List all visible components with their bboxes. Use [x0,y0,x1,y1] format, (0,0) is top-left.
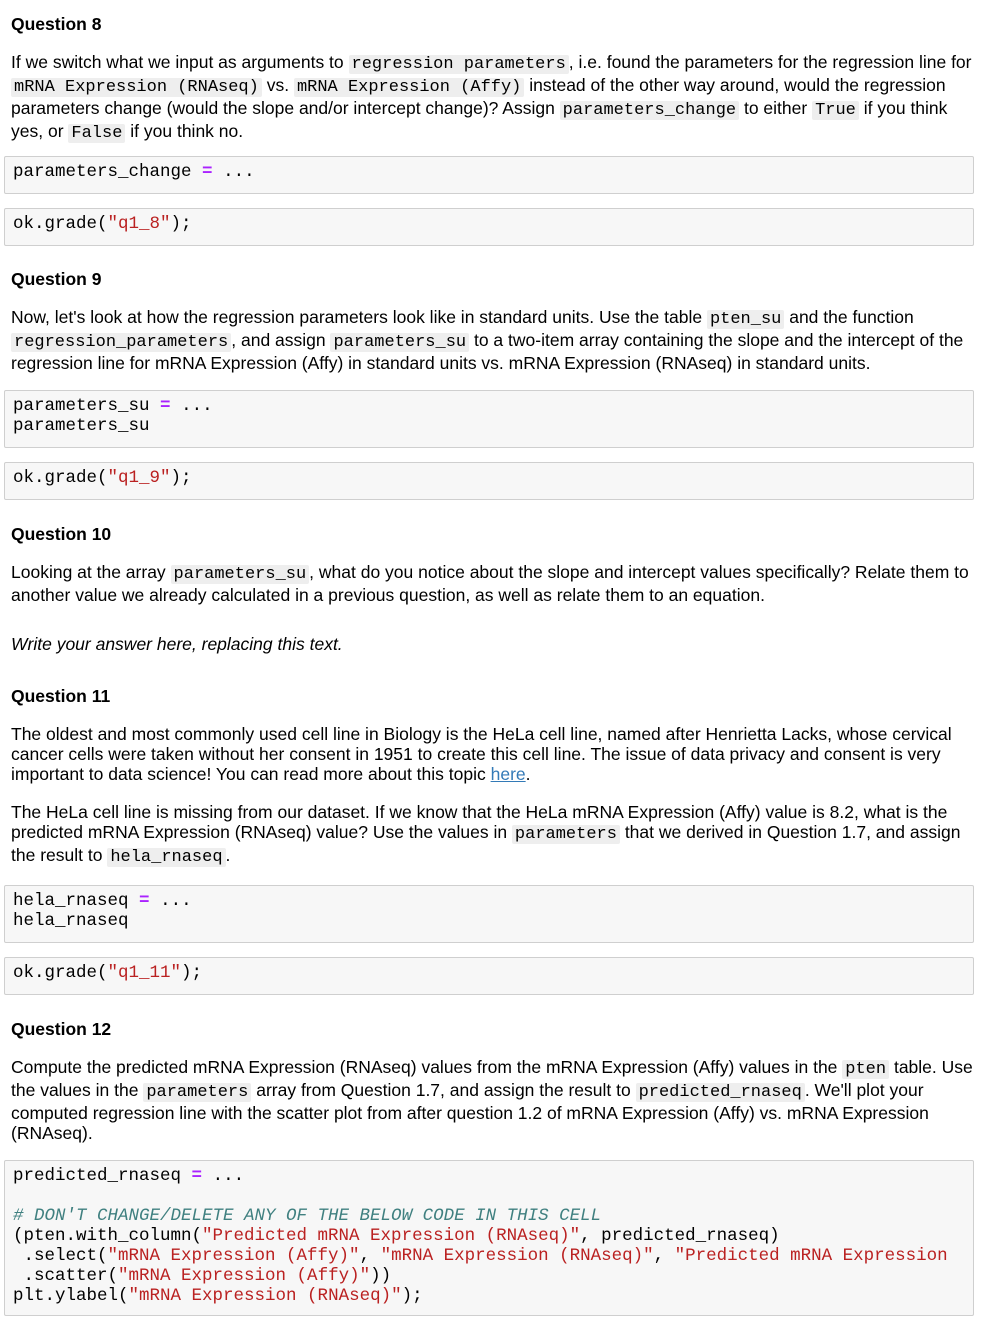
grade-cell-q8[interactable]: ok.grade("q1_8"); [4,208,974,246]
question-8-heading: Question 8 [11,14,102,34]
question-12-heading: Question 12 [11,1019,112,1039]
code-cell-q8[interactable]: parameters_change = ... [4,156,974,194]
question-9-text: Now, let's look at how the regression parameters look like in standard units. Use the table pten_su and the function regression_parameters , and assign parameters_su to a two-item array containing the slope and the intercept of the regression line for mRNA Expression (Affy) in standard units vs. mRNA Expression (RNAseq) in standard units. [11,307,964,373]
question-9-heading: Question 9 [11,269,102,289]
grade-cell-q11[interactable]: ok.grade("q1_11"); [4,957,974,995]
question-11-paragraph-1: The oldest and most commonly used cell line in Biology is the HeLa cell line, named after Henrietta Lacks, whose cervical cancer cells were taken without her consent in 1951 to create this cell line. The issue of data privacy and consent is very important to data science! You can read more about this topic here. [11,724,952,784]
here-link[interactable]: here [490,764,526,784]
question-8-text: If we switch what we input as arguments to regression parameters , i.e. found the parameters for the regression line for mRNA Expression (RNAseq) vs. mRNA Expression (Affy) instead of the other way around, would the regression parameters change (would the slope and/or intercept change)? Assign parameters_change to either True if you think yes, or False if you think no. [11,52,972,143]
code-cell-q12[interactable]: predicted_rnaseq = ... # DON'T CHANGE/DELETE ANY OF THE BELOW CODE IN THIS CELL (pten.with_column("Predicted mRNA Expression (RNAseq)", predicted_rnaseq) .select("mRNA Expression (Affy)", "mRNA Expression (RNAseq)", "Predicted mRNA Expression .scatter("mRNA Expression (Affy)")) plt.ylabel("mRNA Expression (RNAseq)"); [4,1160,974,1316]
grade-cell-q9[interactable]: ok.grade("q1_9"); [4,462,974,500]
code-cell-q11[interactable]: hela_rnaseq = ... hela_rnaseq [4,885,974,943]
question-10-text: Looking at the array parameters_su , what do you notice about the slope and intercept values specifically? Relate them to another value we already calculated in a previous question, as well as relate them to an equation. [11,562,969,605]
question-12-text: Compute the predicted mRNA Expression (RNAseq) values from the mRNA Expression (Affy) values in the pten table. Use the values in the parameters array from Question 1.7, and assign the result to predicted_rnaseq . We'll plot your computed regression line with the scatter plot from after question 1.2 of mRNA Expression (Affy) vs. mRNA Expression (RNAseq). [11,1057,973,1143]
question-10-heading: Question 10 [11,524,112,544]
question-11-heading: Question 11 [11,686,111,706]
question-10-answer[interactable]: Write your answer here, replacing this text. [11,634,343,654]
question-11-paragraph-2: The HeLa cell line is missing from our dataset. If we know that the HeLa mRNA Expression (Affy) value is 8.2, what is the predicted mRNA Expression (RNAseq) value? Use the values in parameters that we derived in Question 1.7, and assign the result to hela_rnaseq . [11,802,961,867]
code-cell-q9[interactable]: parameters_su = ... parameters_su [4,390,974,448]
